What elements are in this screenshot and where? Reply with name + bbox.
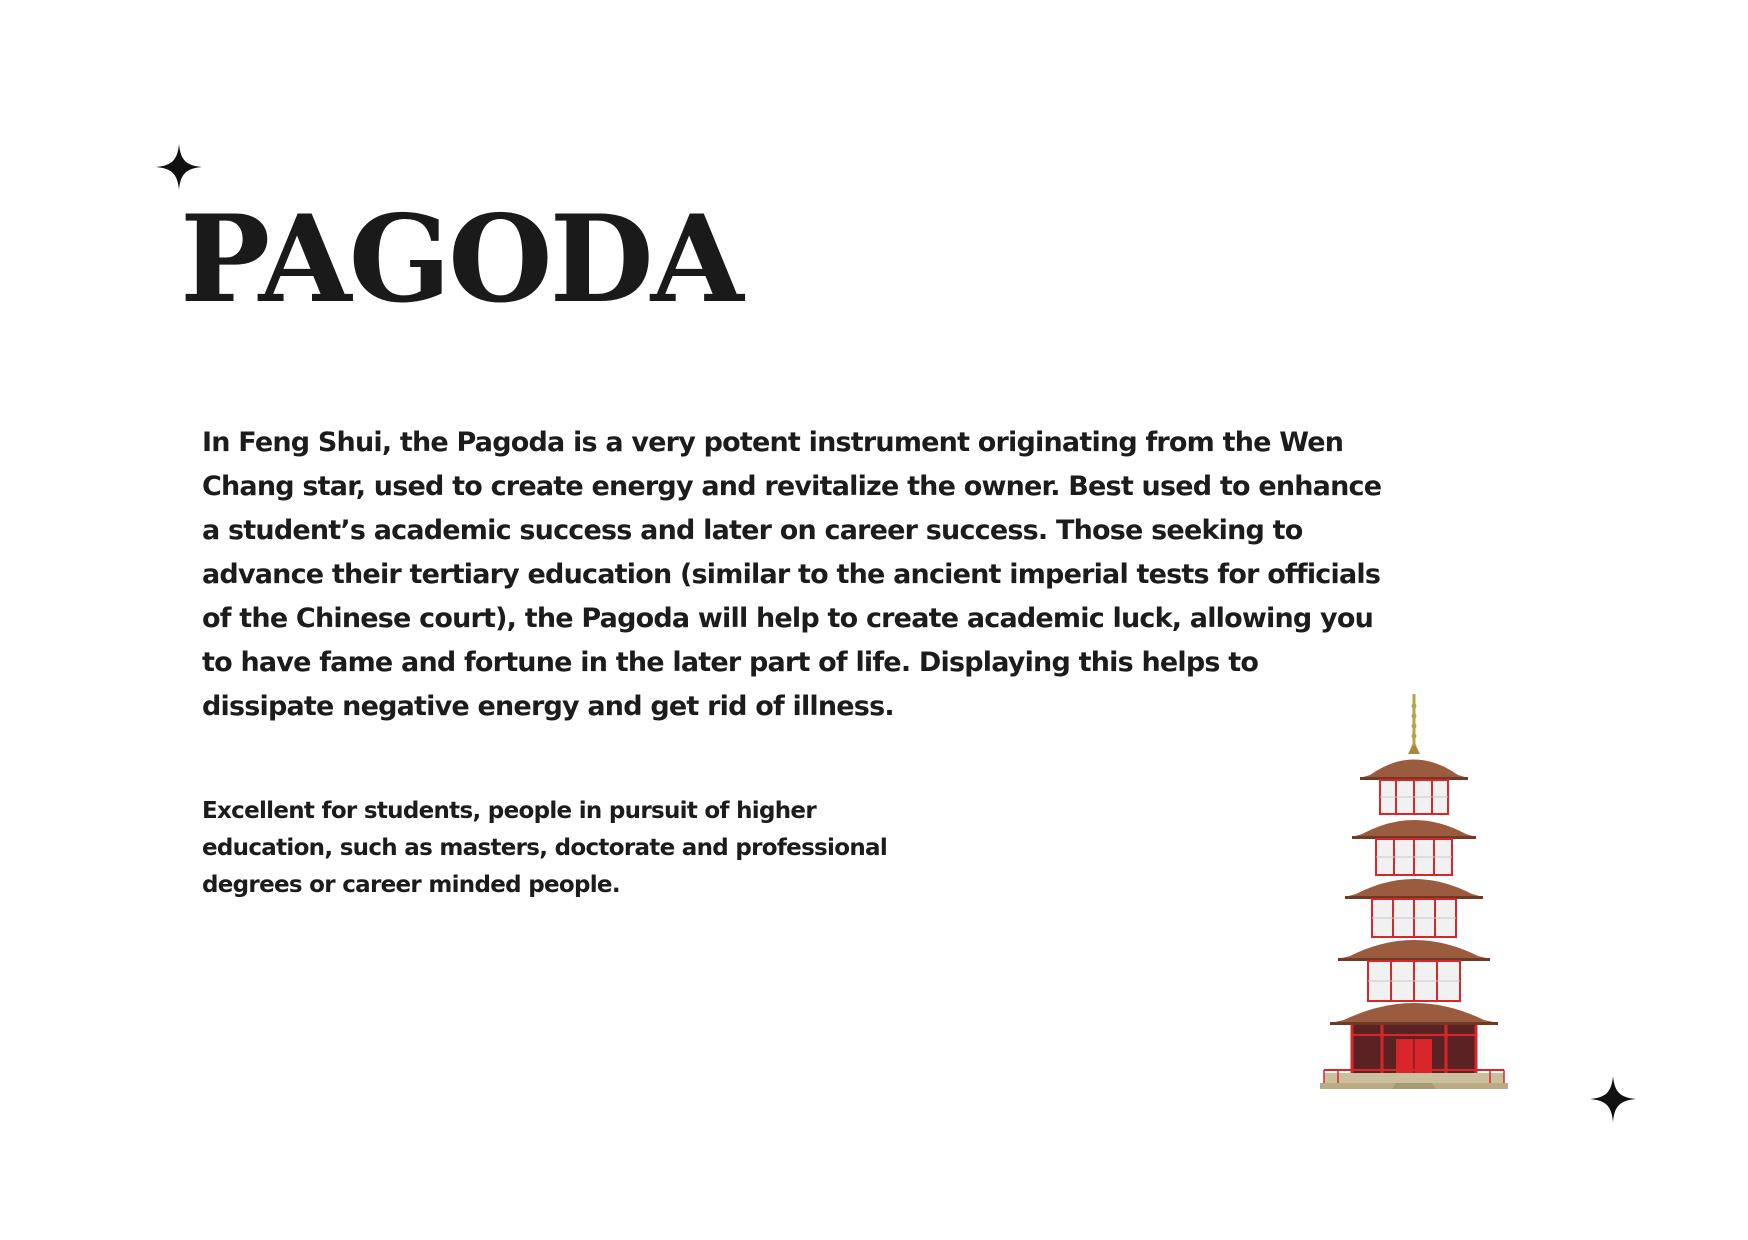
pagoda-tier: [1345, 879, 1483, 937]
pagoda-tier: [1352, 820, 1476, 875]
pagoda-illustration: [1318, 694, 1510, 1098]
recommendation-paragraph: Excellent for students, people in pursuit of higher education, such as masters, doctorate and professional degrees or career minded people.: [202, 798, 888, 898]
description-paragraph: In Feng Shui, the Pagoda is a very potent instrument originating from the Wen Chang star, used to create energy and revitalize the owner. Best used to enhance a student’s academic success and later on career success. Those seeking to advance their tertiary education (similar to the ancient imperial tests for officials of the Chinese court), the Pagoda will help to create academic luck, allowing you to have fame and fortune in the later part of life. Displaying this helps to dissipate negative energy and get rid of illness.: [202, 427, 1382, 722]
pagoda-ground-floor: [1352, 1025, 1476, 1073]
sparkle-icon: [156, 144, 202, 190]
sparkle-icon: [1590, 1076, 1636, 1122]
page-title: PAGODA: [180, 189, 741, 330]
pagoda-tier: [1330, 1003, 1498, 1025]
pagoda-spire: [1408, 694, 1420, 754]
pagoda-tier: [1360, 760, 1468, 815]
pagoda-tier: [1338, 940, 1490, 1001]
